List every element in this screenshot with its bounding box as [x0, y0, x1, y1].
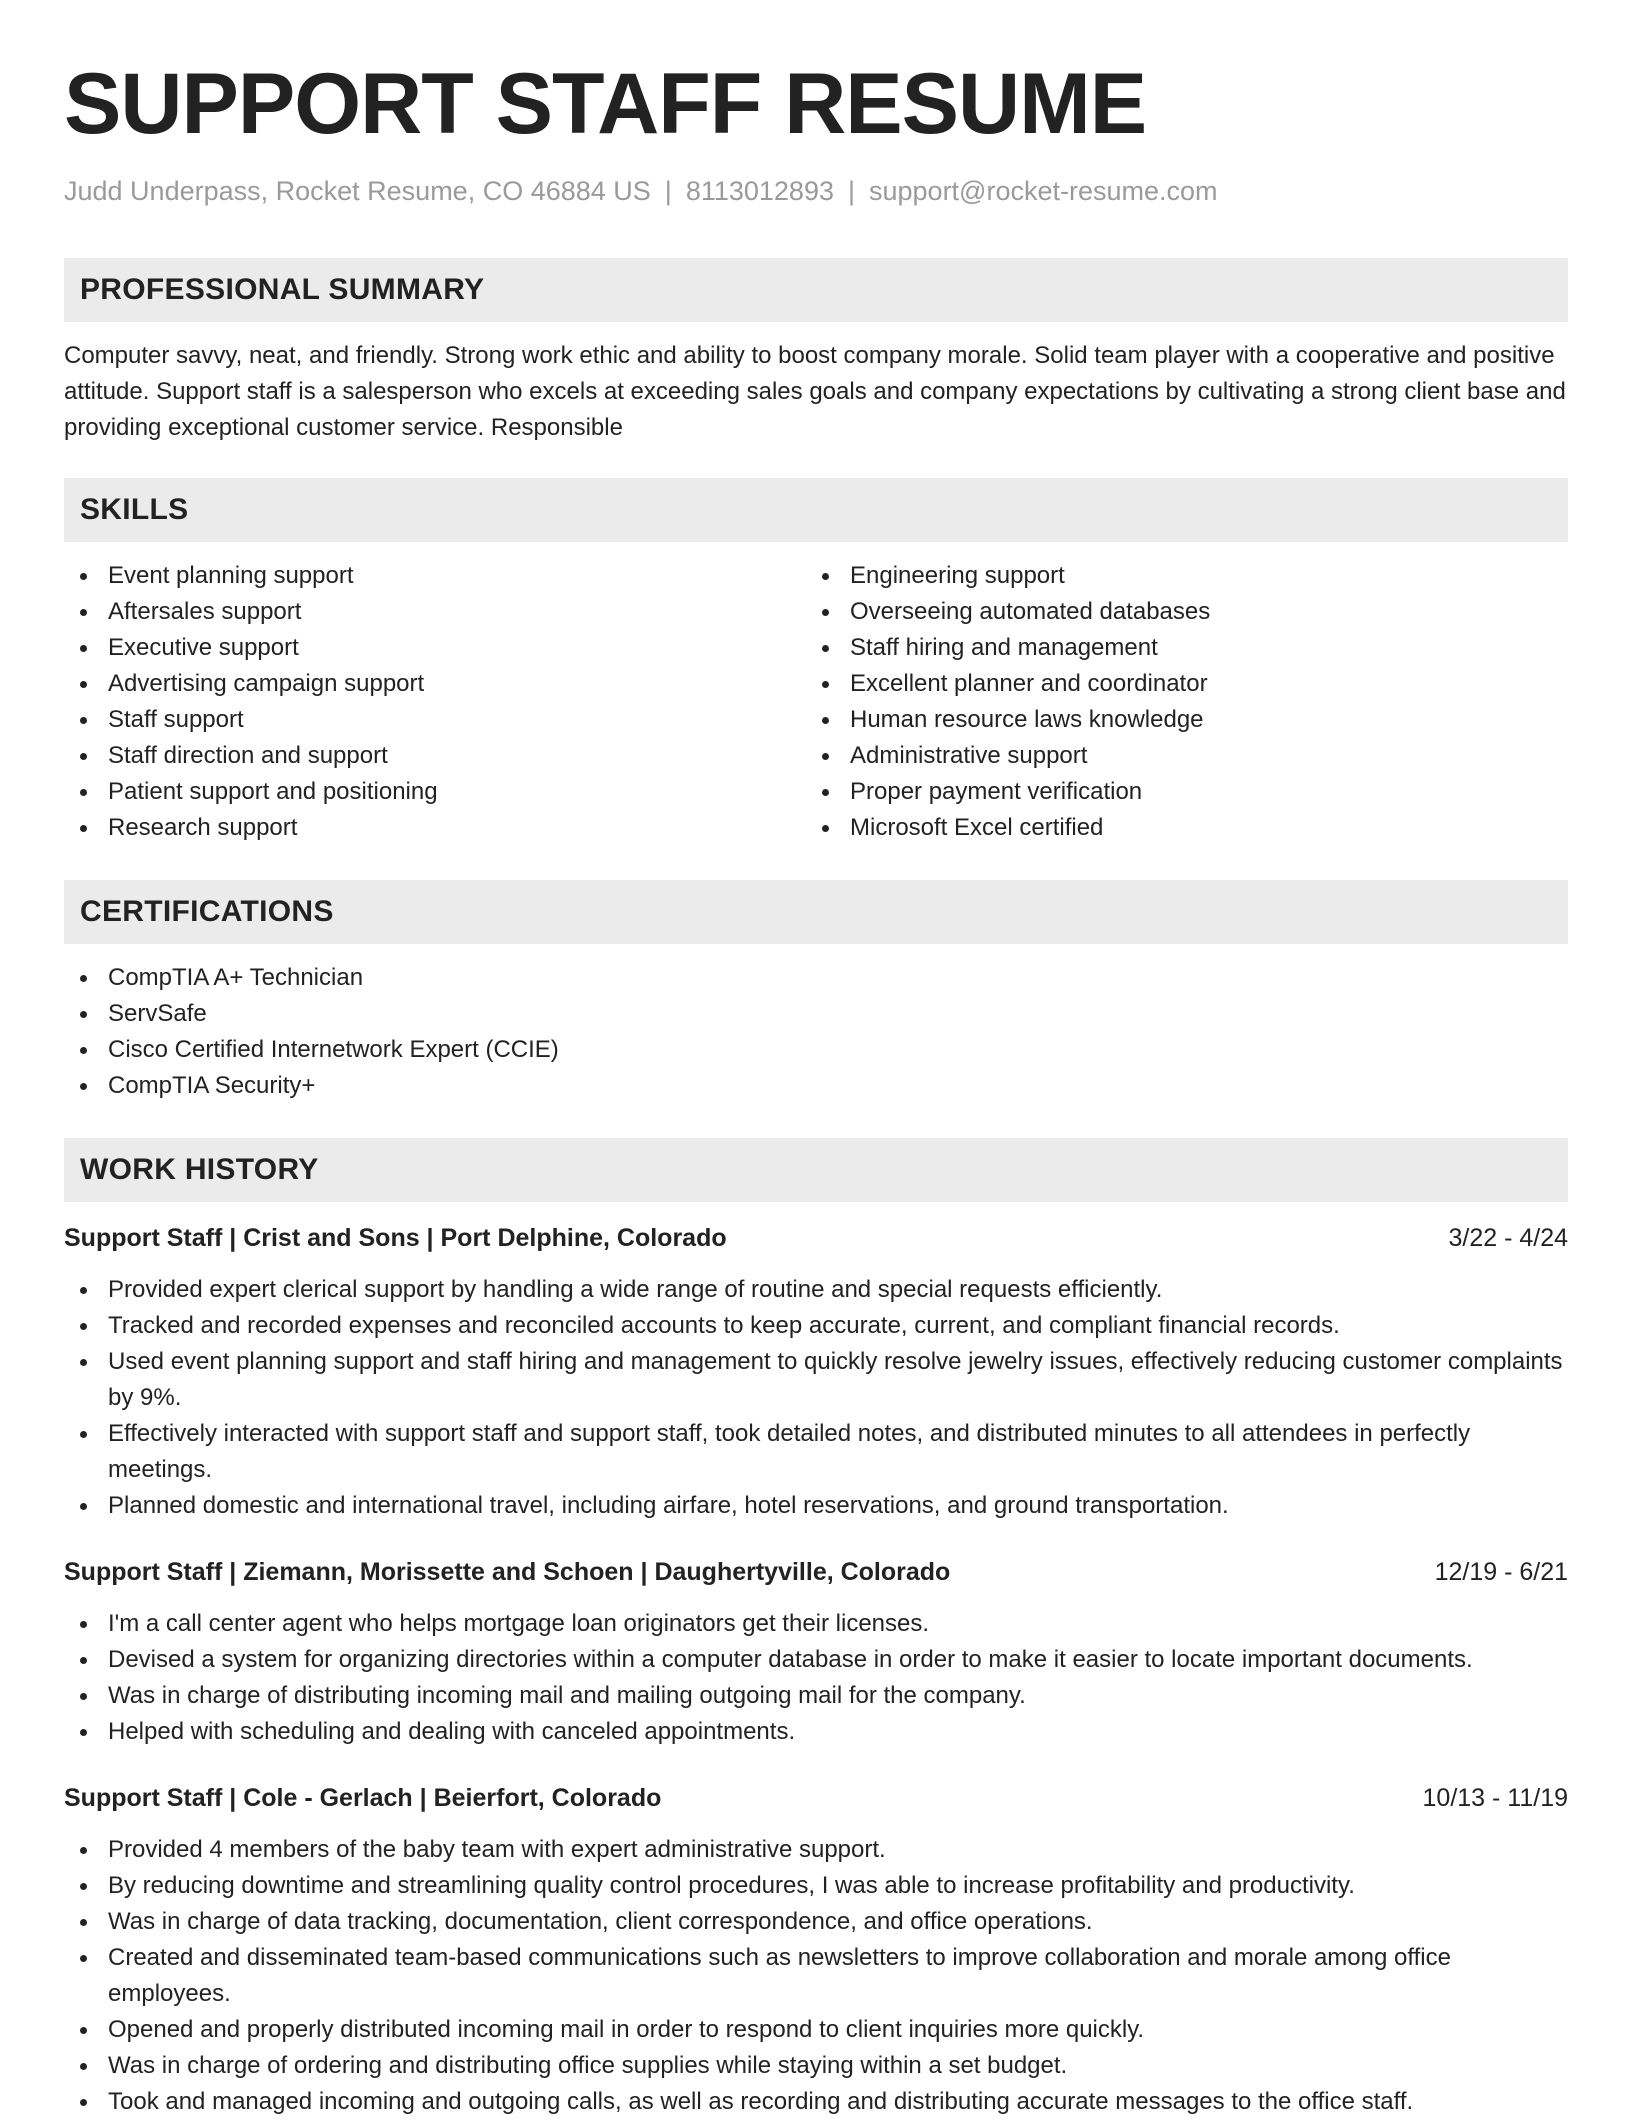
job-bullet: Effectively interacted with support staff and support staff, took detailed notes, and distributed minutes to all attendees in perfectly meetings.	[64, 1416, 1568, 1488]
job-bullet: Opened and properly distributed incoming mail in order to respond to client inquiries more quickly.	[64, 2012, 1568, 2048]
job-header	[64, 1220, 1568, 1256]
contact-separator: |	[664, 176, 672, 206]
contact-separator: |	[847, 176, 855, 206]
certification-item: Cisco Certified Internetwork Expert (CCIE)	[64, 1032, 1568, 1068]
job-bullets	[64, 1606, 1568, 1750]
skill-item: Administrative support	[806, 738, 1548, 774]
job-header	[64, 1554, 1568, 1590]
job-entry	[64, 1220, 1568, 1524]
job-dates: 3/22 - 4/24	[1448, 1224, 1568, 1252]
contact-line	[64, 174, 1568, 208]
job-bullet: Planned domestic and international travel, including airfare, hotel reservations, and ground transportation.	[64, 1488, 1568, 1524]
job-bullet: Was in charge of distributing incoming mail and mailing outgoing mail for the company.	[64, 1678, 1568, 1714]
job-bullet: Helped with scheduling and dealing with canceled appointments.	[64, 1714, 1568, 1750]
section-header-skills: SKILLS	[64, 478, 1568, 542]
certifications-list	[64, 960, 1568, 1104]
skill-item: Event planning support	[64, 558, 806, 594]
job-bullet: Provided expert clerical support by handling a wide range of routine and special requests efficiently.	[64, 1272, 1568, 1308]
job-bullet: Devised a system for organizing directories within a computer database in order to make it easier to locate important documents.	[64, 1642, 1568, 1678]
skill-item: Staff support	[64, 702, 806, 738]
skill-item: Advertising campaign support	[64, 666, 806, 702]
certification-item: CompTIA Security+	[64, 1068, 1568, 1104]
contact-phone: 8113012893	[685, 176, 834, 206]
job-dates: 12/19 - 6/21	[1434, 1558, 1568, 1586]
job-bullet: Used event planning support and staff hiring and management to quickly resolve jewelry issues, effectively reducing customer complaints by 9%.	[64, 1344, 1568, 1416]
summary-text: Computer savvy, neat, and friendly. Strong work ethic and ability to boost company morale. Solid team player with a cooperative and positive attitude. Support staff is a salesperson who excels at exceeding sales goals and company expectations by cultivating a strong client base and providing exceptional customer service. Responsible	[64, 342, 1566, 441]
skill-item: Human resource laws knowledge	[806, 702, 1548, 738]
skill-item: Overseeing automated databases	[806, 594, 1548, 630]
contact-email: support@rocket-resume.com	[869, 176, 1218, 206]
job-title: Support Staff | Crist and Sons | Port Delphine, Colorado	[64, 1224, 727, 1252]
job-bullet: Was in charge of ordering and distributing office supplies while staying within a set budget.	[64, 2048, 1568, 2084]
job-bullet: Tracked and recorded expenses and reconciled accounts to keep accurate, current, and compliant financial records.	[64, 1308, 1568, 1344]
skill-item: Staff hiring and management	[806, 630, 1548, 666]
skill-item: Research support	[64, 810, 806, 846]
skill-item: Excellent planner and coordinator	[806, 666, 1548, 702]
section-header-work-history: WORK HISTORY	[64, 1138, 1568, 1202]
skill-item: Staff direction and support	[64, 738, 806, 774]
skill-item: Aftersales support	[64, 594, 806, 630]
contact-address: Judd Underpass, Rocket Resume, CO 46884 US	[64, 176, 651, 206]
section-header-summary: PROFESSIONAL SUMMARY	[64, 258, 1568, 322]
skill-item: Engineering support	[806, 558, 1548, 594]
section-header-certifications: CERTIFICATIONS	[64, 880, 1568, 944]
job-bullet: Provided 4 members of the baby team with expert administrative support.	[64, 1832, 1568, 1868]
skill-item: Proper payment verification	[806, 774, 1548, 810]
certification-item: CompTIA A+ Technician	[64, 960, 1568, 996]
skills-column-right	[806, 558, 1548, 846]
job-dates: 10/13 - 11/19	[1422, 1784, 1568, 1812]
work-history-list	[64, 1220, 1568, 2120]
job-bullet: I'm a call center agent who helps mortgage loan originators get their licenses.	[64, 1606, 1568, 1642]
job-bullet: By reducing downtime and streamlining quality control procedures, I was able to increase profitability and productivity.	[64, 1868, 1568, 1904]
job-title: Support Staff | Ziemann, Morissette and Schoen | Daughertyville, Colorado	[64, 1558, 951, 1586]
certification-item: ServSafe	[64, 996, 1568, 1032]
job-bullet: Was in charge of data tracking, documentation, client correspondence, and office operations.	[64, 1904, 1568, 1940]
skill-item: Patient support and positioning	[64, 774, 806, 810]
skills-grid	[64, 558, 1568, 846]
resume-title: SUPPORT STAFF RESUME	[64, 56, 1147, 152]
skill-item: Executive support	[64, 630, 806, 666]
job-bullets	[64, 1272, 1568, 1524]
job-bullet: Created and disseminated team-based communications such as newsletters to improve collaboration and morale among office employees.	[64, 1940, 1568, 2012]
skills-column-left	[64, 558, 806, 846]
skill-item: Microsoft Excel certified	[806, 810, 1548, 846]
job-bullet: Took and managed incoming and outgoing calls, as well as recording and distributing accurate messages to the office staff.	[64, 2084, 1568, 2120]
job-entry	[64, 1554, 1568, 1750]
job-header	[64, 1780, 1568, 1816]
job-entry	[64, 1780, 1568, 2120]
job-bullets	[64, 1832, 1568, 2120]
job-title: Support Staff | Cole - Gerlach | Beierfort, Colorado	[64, 1784, 662, 1812]
resume-page	[64, 0, 1568, 2120]
